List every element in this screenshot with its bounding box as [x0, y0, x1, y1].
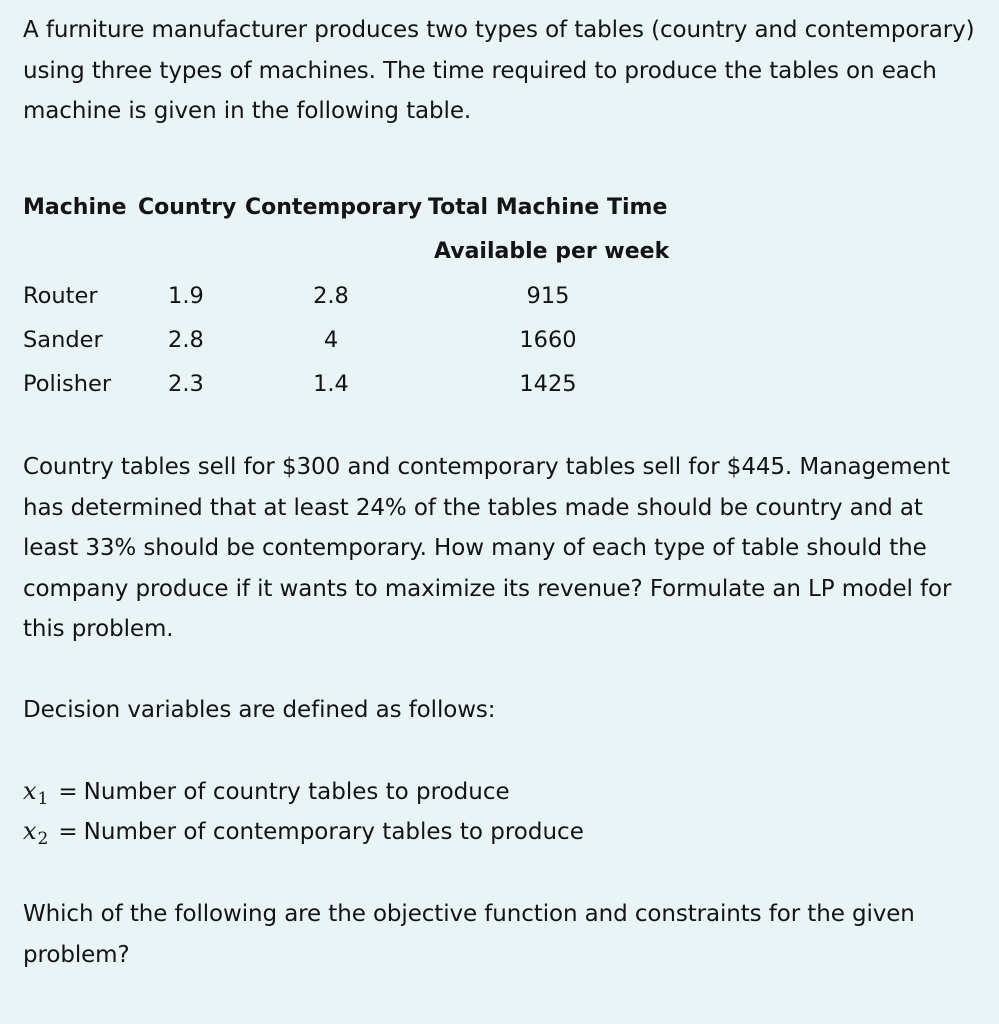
- header-total-line1: Total Machine Time: [428, 195, 668, 220]
- table-cell-country: 2.3: [168, 371, 204, 397]
- decision-variables-intro: Decision variables are defined as follows:: [23, 697, 496, 723]
- variable-subscript: 2: [37, 829, 49, 849]
- table-cell-contemporary: 2.8: [313, 283, 349, 309]
- table-cell-machine: Polisher: [23, 371, 112, 397]
- table-cell-contemporary: 4: [323, 327, 339, 353]
- intro-paragraph: A furniture manufacturer produces two types of tables (country and contemporary) using three types of machines. The time required to produce the tables on each machine is given in the following table.: [23, 17, 975, 124]
- header-machine: Machine: [23, 195, 127, 220]
- table-cell-country: 1.9: [168, 283, 204, 309]
- decision-variable-x2: [23, 811, 584, 854]
- equals-sign: =: [58, 819, 78, 845]
- variable-description: Number of contemporary tables to produce: [83, 819, 584, 845]
- header-total-line2: Available per week: [434, 239, 670, 264]
- table-cell-country: 2.8: [168, 327, 204, 353]
- table-cell-total: 1425: [519, 371, 577, 397]
- table-cell-machine: Router: [23, 283, 98, 309]
- variable-description: Number of country tables to produce: [83, 779, 510, 805]
- header-contemporary: Contemporary: [245, 195, 423, 220]
- question-paragraph: Which of the following are the objective function and constraints for the given problem?: [23, 901, 915, 968]
- table-cell-total: 1660: [519, 327, 577, 353]
- variable-symbol: x: [23, 777, 37, 805]
- table-cell-total: 915: [526, 283, 570, 309]
- decision-variable-x1: [23, 771, 510, 814]
- problem-statement-paragraph: Country tables sell for $300 and contemporary tables sell for $445. Management has determined that at least 24% of the tables made should be country and at least 33% should be contemporary. How many of each type of table should the company produce if it wants to maximize its revenue? Formulate an LP model for this problem.: [23, 454, 952, 642]
- variable-symbol: x: [23, 817, 37, 845]
- table-cell-contemporary: 1.4: [313, 371, 349, 397]
- variable-subscript: 1: [37, 789, 49, 809]
- table-cell-machine: Sander: [23, 327, 103, 353]
- header-country: Country: [138, 195, 237, 220]
- equals-sign: =: [58, 779, 78, 805]
